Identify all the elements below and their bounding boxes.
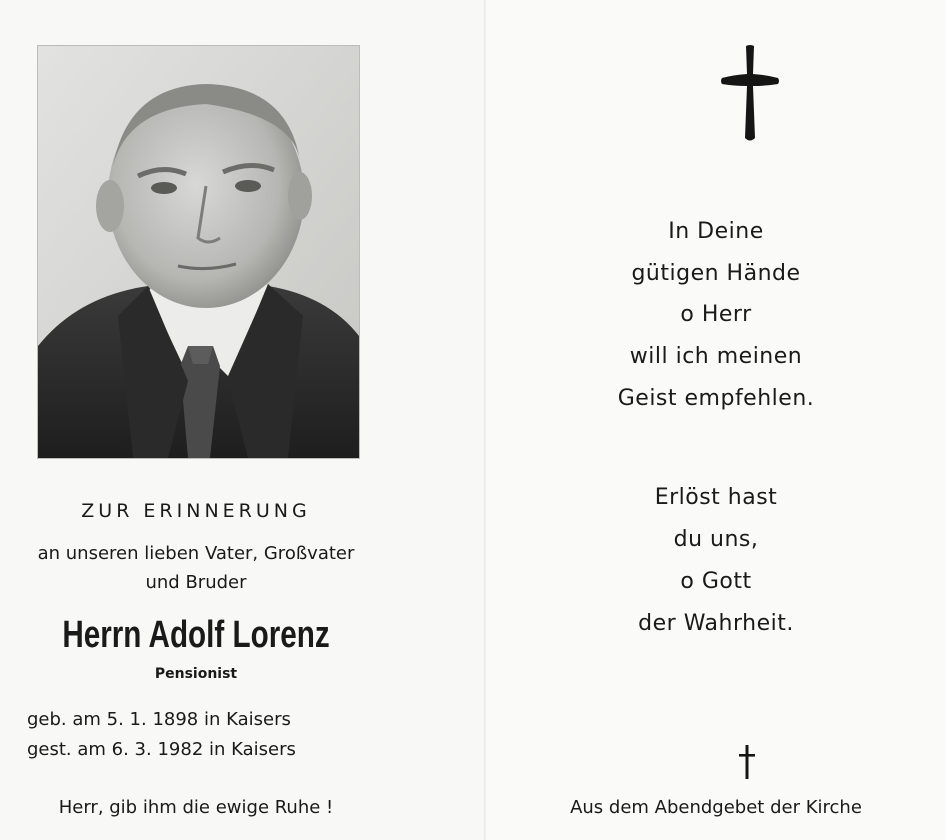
- dedication-line-1: an unseren lieben Vater, Großvater: [37, 543, 355, 564]
- portrait-photo: [37, 45, 360, 459]
- cross-icon: [719, 44, 781, 144]
- verse1-line-1: In Deine: [668, 219, 764, 244]
- portrait-illustration: [38, 46, 359, 458]
- deceased-name: Herrn Adolf Lorenz: [62, 614, 330, 656]
- heading-in-memory: ZUR ERINNERUNG: [81, 500, 311, 522]
- verse2-line-1: Erlöst hast: [654, 485, 778, 510]
- verse1-line-3: o Herr: [680, 302, 752, 327]
- death-date-line: gest. am 6. 3. 1982 in Kaisers: [27, 739, 296, 760]
- verse2-line-3: o Gott: [680, 569, 752, 594]
- birth-date-line: geb. am 5. 1. 1898 in Kaisers: [27, 709, 291, 730]
- verse1-line-4: will ich meinen: [629, 344, 803, 369]
- right-panel: [486, 0, 946, 840]
- verse1-line-2: gütigen Hände: [631, 261, 801, 286]
- dedication-line-2: und Bruder: [145, 572, 247, 593]
- verse1-line-5: Geist empfehlen.: [617, 386, 815, 411]
- verse2-line-4: der Wahrheit.: [638, 611, 794, 636]
- small-cross-icon: [738, 745, 756, 779]
- rest-prayer: Herr, gib ihm die ewige Ruhe !: [58, 797, 334, 818]
- occupation: Pensionist: [154, 666, 238, 682]
- prayer-source: Aus dem Abendgebet der Kirche: [570, 797, 862, 818]
- verse2-line-2: du uns,: [673, 527, 759, 552]
